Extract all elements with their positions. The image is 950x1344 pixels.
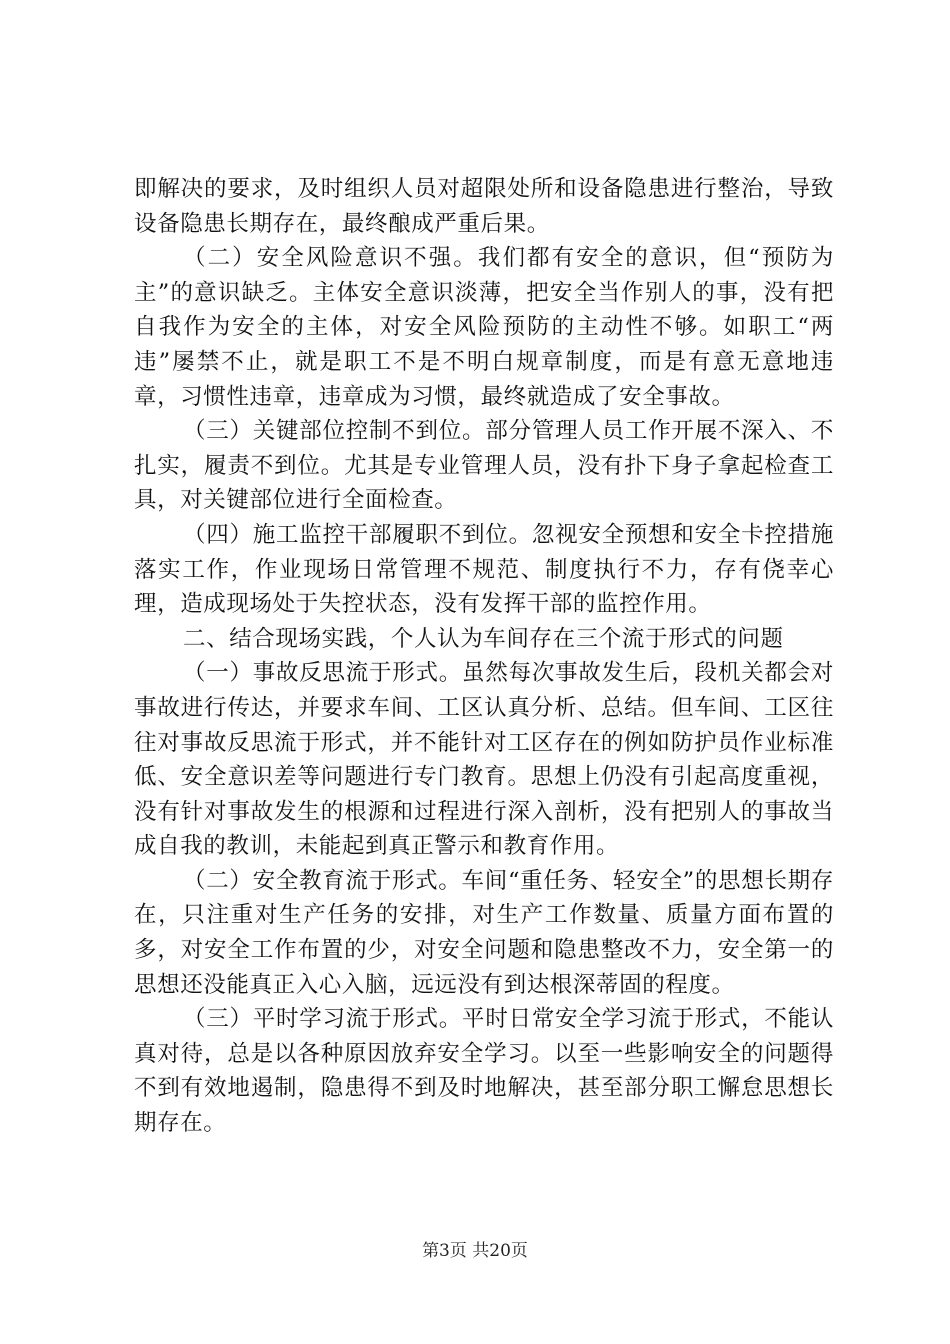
paragraph-cadre-supervision: （四）施工监控干部履职不到位。忽视安全预想和安全卡控措施落实工作，作业现场日常管理不规范、制度执行不力，存有侥幸心理，造成现场处于失控状态，没有发挥干部的监控作用。 (134, 521, 834, 618)
section-heading-formalism-problems: 二、结合现场实践，个人认为车间存在三个流于形式的问题 (183, 625, 784, 652)
paragraph-accident-reflection: （一）事故反思流于形式。虽然每次事故发生后，段机关都会对事故进行传达，并要求车间、工区认真分析、总结。但车间、工区往往对事故反思流于形式，并不能针对工区存在的例如防护员作业标准低、安全意识差等问题进行专门教育。思想上仍没有引起高度重视，没有针对事故发生的根源和过程进行深入剖析，没有把别人的事故当成自我的教训，未能起到真正警示和教育作用。 (134, 660, 834, 860)
paragraph-key-position-control: （三）关键部位控制不到位。部分管理人员工作开展不深入、不扎实，履责不到位。尤其是专业管理人员，没有扑下身子拿起检查工具，对关键部位进行全面检查。 (134, 418, 834, 514)
paragraph-safety-risk-awareness: （二）安全风险意识不强。我们都有安全的意识，但“预防为主”的意识缺乏。主体安全意识淡薄，把安全当作别人的事，没有把自我作为安全的主体，对安全风险预防的主动性不够。如职工“两违”屡禁不止，就是职工不是不明白规章制度，而是有意无意地违章，习惯性违章，违章成为习惯，最终就造成了安全事故。 (134, 245, 834, 410)
paragraph-routine-study: （三）平时学习流于形式。平时日常安全学习流于形式，不能认真对待，总是以各种原因放弃安全学习。以至一些影响安全的问题得不到有效地遏制，隐患得不到及时地解决，甚至部分职工懈怠思想长期存在。 (134, 1006, 834, 1137)
paragraph-continued: 即解决的要求，及时组织人员对超限处所和设备隐患进行整治，导致设备隐患长期存在，最终酿成严重后果。 (134, 176, 834, 237)
paragraph-safety-education: （二）安全教育流于形式。车间“重任务、轻安全”的思想长期存在，只注重对生产任务的安排，对生产工作数量、质量方面布置的多，对安全工作布置的少，对安全问题和隐患整改不力，安全第一的思想还没能真正入心入脑，远远没有到达根深蒂固的程度。 (134, 867, 834, 998)
page-number-footer: 第3页 共20页 (422, 1241, 528, 1261)
document-body (134, 172, 834, 1141)
